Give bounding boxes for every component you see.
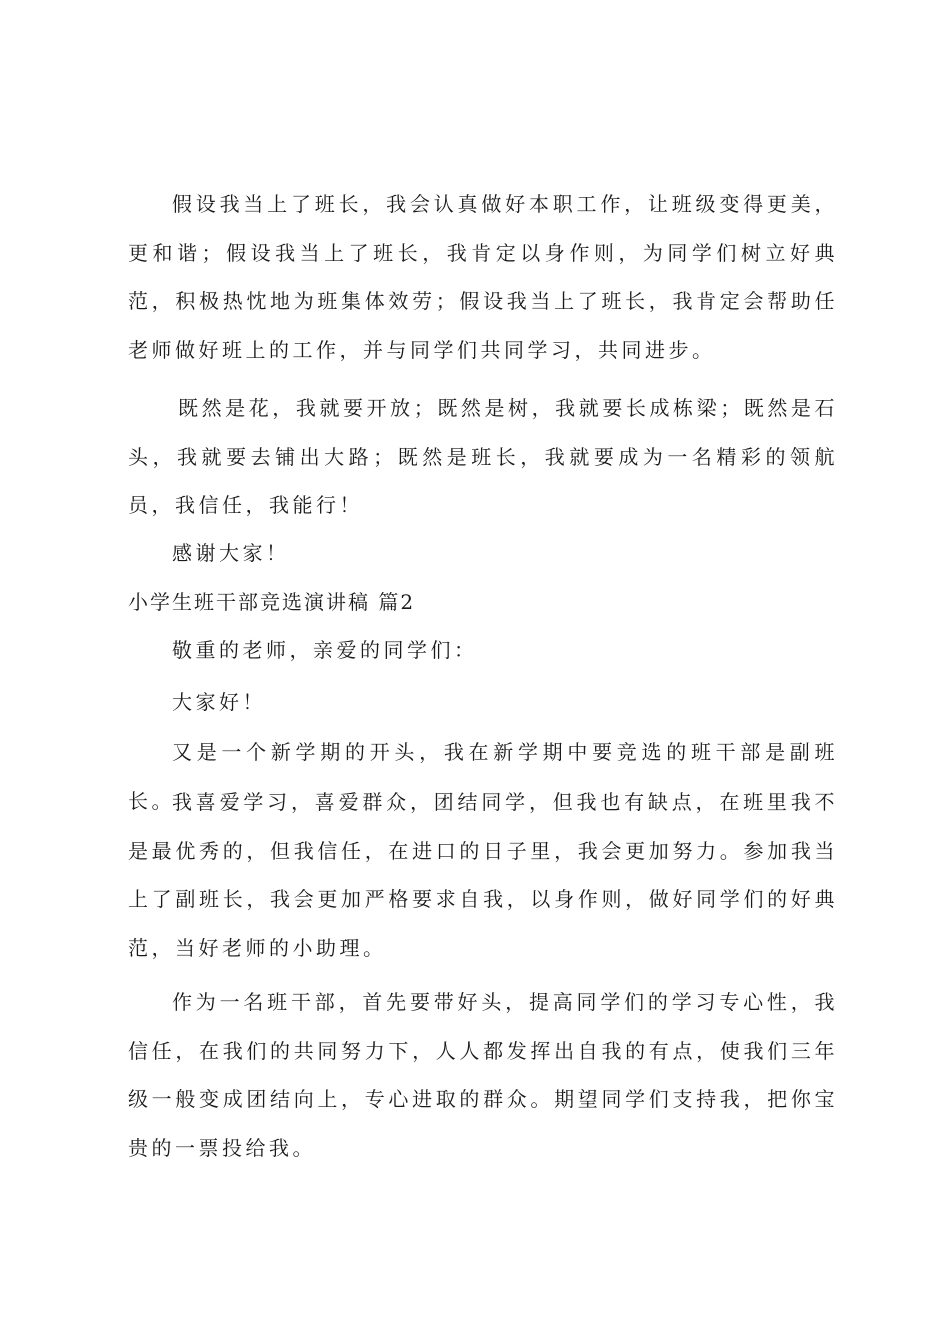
paragraph-intro: 又是一个新学期的开头，我在新学期中要竞选的班干部是副班长。 (128, 740, 838, 813)
paragraph-salutation: 敬重的老师，亲爱的同学们： (172, 638, 478, 662)
paragraph-class-monitor-promise: 假设我当上了班长，我会认真做好本职工作，让班级变得更美，更和谐；假设我当上了班长，我肯定以身作则，为同学们树立好典范，积极热忱地为班集体效劳；假设我当上了班长，我肯定会帮助任老师做好班上的工作，并与同学们共同学习，共同进步。 (128, 192, 838, 362)
paragraph-closing-appeal: 作为一名班干部，首先要带好头，提高同学们的学习专心性，我信任，在我们的共同努力下，人人都发挥出自我的有点，使我们三年级一般变成团结向上，专心进取的群众。期望同学们支持我，把你宝贵的一票投给我。 (128, 990, 838, 1160)
paragraph-thanks: 感谢大家！ (172, 541, 290, 565)
paragraph-greeting: 大家好！ (172, 690, 266, 714)
section-heading: 小学生班干部竞选演讲稿 篇2 (128, 590, 416, 614)
paragraph-metaphor: 既然是花，我就要开放；既然是树，我就要长成栋梁；既然是石头，我就要去铺出大路；既然是班长，我就要成为一名精彩的领航员，我信任，我能行！ (128, 396, 838, 517)
paragraph-self-description: 我喜爱学习，喜爱群众，团结同学，但我也有缺点，在班里我不是最优秀的，但我信任，在进口的日子里，我会更加努力。参加我当上了副班长，我会更加严格要求自我，以身作则，做好同学们的好典范，当好老师的小助理。 (128, 790, 838, 960)
